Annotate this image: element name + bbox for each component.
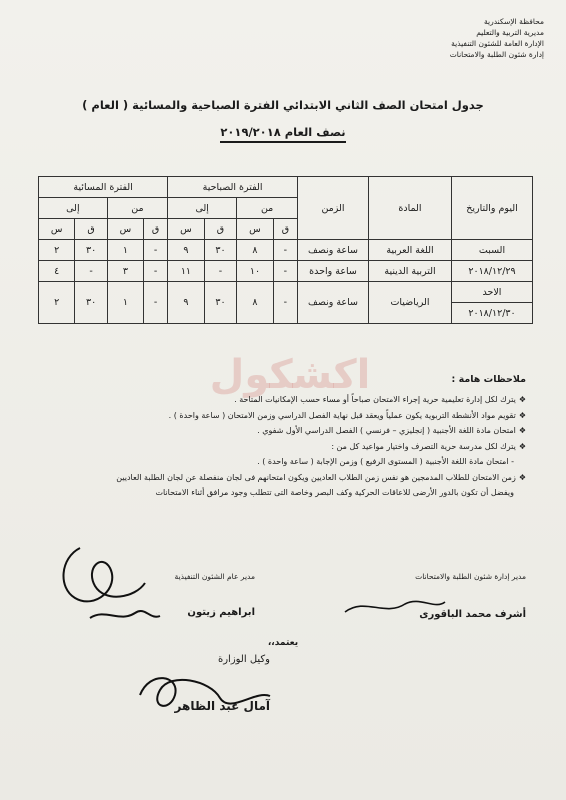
header-evening: الفترة المسائية bbox=[39, 177, 168, 198]
duration-cell: ساعة ونصف bbox=[298, 240, 369, 261]
signature-left bbox=[95, 572, 255, 618]
time-cell: - bbox=[204, 261, 237, 282]
header-row bbox=[39, 177, 533, 198]
time-cell: - bbox=[144, 261, 168, 282]
time-cell: ٤ bbox=[39, 261, 75, 282]
note-text: يترك لكل إدارة تعليمية حرية إجراء الامتحان صباحاً أو مساء حسب الإمكانيات المتاحة . bbox=[234, 395, 516, 404]
letterhead bbox=[394, 16, 544, 60]
note-item bbox=[56, 392, 526, 408]
table-row bbox=[39, 282, 533, 303]
header-morning-from: من bbox=[237, 198, 298, 219]
header-evening-from: من bbox=[107, 198, 167, 219]
signature-right-name: أشرف محمد الباقورى bbox=[419, 609, 526, 620]
time-cell: - bbox=[273, 261, 297, 282]
document-title: جدول امتحان الصف الثاني الابتدائي الفترة الصباحية والمسائية ( العام ) bbox=[82, 98, 484, 112]
subject-cell: التربية الدينية bbox=[369, 261, 452, 282]
signature-left-name: ابراهيم زيتون bbox=[187, 607, 255, 618]
subject-cell: الرياضيات bbox=[369, 282, 452, 324]
notes-title: ملاحظات هامة : bbox=[451, 374, 526, 385]
approval-label: يعتمد،، bbox=[267, 638, 299, 648]
header-hour: س bbox=[39, 219, 75, 240]
letterhead-line: إدارة شئون الطلبة والامتحانات bbox=[449, 50, 544, 59]
signature-scribble-right bbox=[340, 592, 450, 622]
bullet-icon: ❖ bbox=[518, 395, 526, 404]
note-text: تقويم مواد الأنشطة التربوية يكون عملياً ويعقد قبل نهاية الفصل الدراسي وزمن الامتحان ( ساعة واحدة ) . bbox=[168, 410, 516, 420]
bullet-icon: ❖ bbox=[518, 441, 526, 451]
note-item bbox=[56, 408, 526, 424]
duration-cell: ساعة واحدة bbox=[298, 261, 369, 282]
signature-deputy-name: آمال عبد الظاهر bbox=[174, 699, 270, 713]
signature-right-title: مدير إدارة شئون الطلبة والامتحانات bbox=[415, 572, 526, 581]
date-cell: ٢٠١٨/١٢/٣٠ bbox=[452, 303, 533, 324]
time-cell: ٣ bbox=[107, 261, 143, 282]
time-cell: - bbox=[273, 240, 297, 261]
header-subject: المادة bbox=[369, 177, 452, 240]
header-minute: ق bbox=[204, 219, 237, 240]
bullet-icon: ❖ bbox=[518, 410, 526, 420]
bullet-icon: ❖ bbox=[518, 426, 526, 435]
note-text: ويفضل أن تكون بالدور الأرضى للاعاقات الحركية وكف البصر وخاصة التى تتطلب وجود مرافق أثناء الامتحانات bbox=[155, 488, 514, 497]
note-text: - امتحان مادة اللغة الأجنبية ( المستوى الرفيع ) وزمن الإجابة ( ساعة واحدة ) . bbox=[257, 457, 514, 466]
time-cell: ١ bbox=[107, 240, 143, 261]
day-cell: الاحد bbox=[452, 282, 533, 303]
time-cell: ٢ bbox=[39, 240, 75, 261]
exam-schedule-table bbox=[38, 176, 533, 324]
letterhead-line: الإدارة العامة للشئون التنفيذية bbox=[451, 39, 544, 48]
time-cell: - bbox=[144, 240, 168, 261]
time-cell: ٩ bbox=[168, 282, 205, 324]
time-cell: ٣٠ bbox=[204, 282, 237, 324]
time-cell: ١١ bbox=[168, 261, 205, 282]
time-cell: ٨ bbox=[237, 240, 274, 261]
header-morning: الفترة الصباحية bbox=[168, 177, 298, 198]
time-cell: ٣٠ bbox=[204, 240, 237, 261]
note-item bbox=[56, 485, 526, 501]
watermark: اكشكول bbox=[209, 352, 371, 398]
time-cell: ٣٠ bbox=[75, 240, 107, 261]
date-cell: ٢٠١٨/١٢/٢٩ bbox=[452, 261, 533, 282]
header-minute: ق bbox=[273, 219, 297, 240]
signature-deputy-title: وكيل الوزارة bbox=[217, 654, 270, 665]
header-minute: ق bbox=[75, 219, 107, 240]
table-row bbox=[39, 261, 533, 282]
header-hour: س bbox=[168, 219, 205, 240]
note-text: يترك لكل مدرسة حرية التصرف واختيار مواعيد كل من : bbox=[331, 441, 516, 451]
subject-cell: اللغة العربية bbox=[369, 240, 452, 261]
letterhead-line: محافظة الإسكندرية bbox=[483, 17, 544, 26]
header-duration: الزمن bbox=[298, 177, 369, 240]
note-text: زمن الامتحان للطلاب المدمجين هو نفس زمن الطلاب العاديين ويكون امتحانهم فى لجان منفصلة عن لجان الطلبة العاديين bbox=[116, 472, 516, 482]
document-subtitle bbox=[120, 125, 446, 139]
duration-cell: ساعة ونصف bbox=[298, 282, 369, 324]
note-text: امتحان مادة اللغة الأجنبية ( إنجليزي – فرنسي ) الفصل الدراسي الأول شفوي . bbox=[257, 426, 516, 435]
day-cell: السبت bbox=[452, 240, 533, 261]
time-cell: ٢ bbox=[39, 282, 75, 324]
table-row bbox=[39, 240, 533, 261]
time-cell: - bbox=[144, 282, 168, 324]
time-cell: ١ bbox=[107, 282, 143, 324]
subtitle-text: نصف العام ٢٠١٩/٢٠١٨ bbox=[220, 125, 345, 143]
note-item bbox=[56, 423, 526, 439]
time-cell: ١٠ bbox=[237, 261, 274, 282]
header-minute: ق bbox=[144, 219, 168, 240]
bullet-icon: ❖ bbox=[518, 472, 526, 482]
header-day-date: اليوم والتاريخ bbox=[452, 177, 533, 240]
time-cell: ٩ bbox=[168, 240, 205, 261]
letterhead-line: مديرية التربية والتعليم bbox=[476, 28, 544, 37]
signature-deputy bbox=[150, 654, 270, 713]
signature-left-title: مدير عام الشئون التنفيذية bbox=[174, 572, 255, 581]
notes-list bbox=[56, 392, 526, 501]
note-item bbox=[56, 439, 526, 455]
time-cell: ٨ bbox=[237, 282, 274, 324]
header-morning-to: إلى bbox=[168, 198, 237, 219]
note-item bbox=[56, 454, 526, 470]
time-cell: ٣٠ bbox=[75, 282, 107, 324]
header-evening-to: إلى bbox=[39, 198, 108, 219]
time-cell: - bbox=[75, 261, 107, 282]
note-item bbox=[56, 470, 526, 486]
time-cell: - bbox=[273, 282, 297, 324]
header-hour: س bbox=[237, 219, 274, 240]
header-hour: س bbox=[107, 219, 143, 240]
